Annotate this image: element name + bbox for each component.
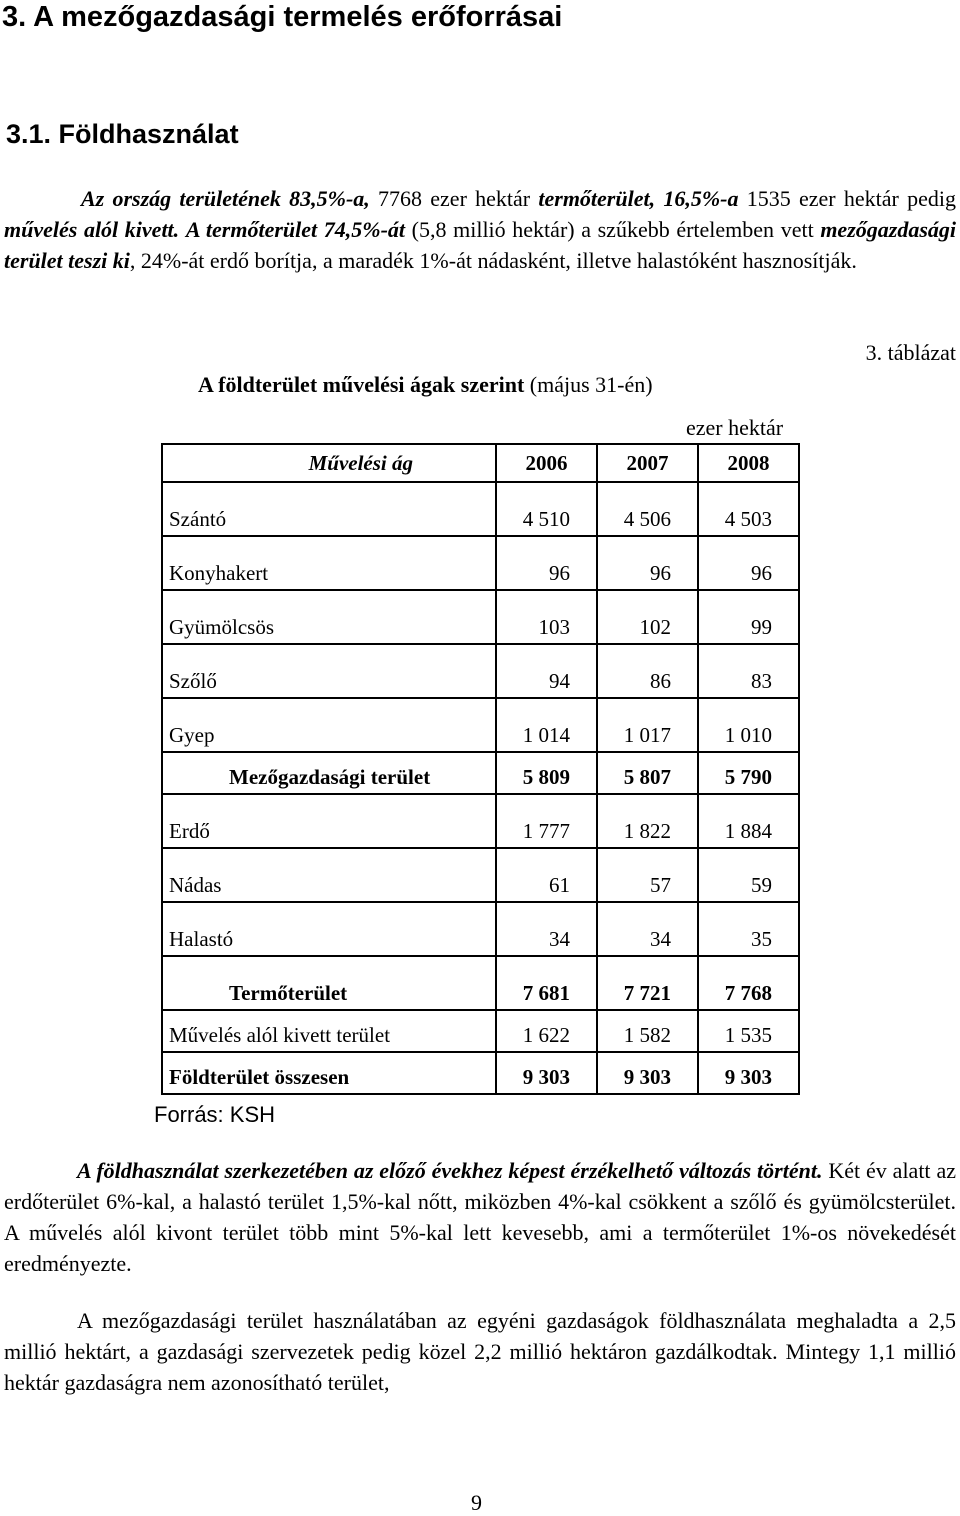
cell-2008: 1 010 — [698, 698, 799, 752]
table-title — [198, 372, 653, 398]
row-label: Konyhakert — [162, 536, 496, 590]
intro-s5: művelés alól kivett. — [4, 217, 180, 242]
row-label: Termőterület — [162, 956, 496, 1010]
table-row — [162, 848, 799, 902]
cell-2006: 1 014 — [496, 698, 597, 752]
intro-paragraph — [4, 183, 956, 276]
header-2008: 2008 — [698, 444, 799, 482]
chapter-heading: 3. A mezőgazdasági termelés erőforrásai — [2, 1, 563, 33]
cell-2007: 1 582 — [597, 1010, 698, 1052]
table-row — [162, 902, 799, 956]
row-label: Erdő — [162, 794, 496, 848]
intro-s10: , 24%-át erdő borítja, a maradék 1%-át nádasként, illetve halastóként hasznosítják. — [129, 248, 857, 273]
cell-2008: 83 — [698, 644, 799, 698]
intro-s2: 7768 ezer hektár — [369, 186, 539, 211]
row-label: Nádas — [162, 848, 496, 902]
cell-2006: 7 681 — [496, 956, 597, 1010]
row-label: Gyep — [162, 698, 496, 752]
cell-2006: 9 303 — [496, 1052, 597, 1094]
table-row — [162, 1010, 799, 1052]
intro-s8: (5,8 millió hektár) a szűkebb értelemben vett — [405, 217, 821, 242]
header-2006: 2006 — [496, 444, 597, 482]
row-label: Művelés alól kivett terület — [162, 1010, 496, 1052]
analysis-paragraph — [4, 1155, 956, 1279]
cell-2007: 96 — [597, 536, 698, 590]
section-heading: 3.1. Földhasználat — [6, 119, 239, 149]
row-label: Szőlő — [162, 644, 496, 698]
header-2007: 2007 — [597, 444, 698, 482]
cell-2006: 1 777 — [496, 794, 597, 848]
table-row-total — [162, 1052, 799, 1094]
table-row — [162, 794, 799, 848]
table-source: Forrás: KSH — [154, 1102, 276, 1127]
cell-2008: 96 — [698, 536, 799, 590]
table-title-bold: A földterület művelési ágak szerint — [198, 372, 525, 397]
cell-2008: 5 790 — [698, 752, 799, 794]
cell-2006: 1 622 — [496, 1010, 597, 1052]
cell-2006: 96 — [496, 536, 597, 590]
intro-s9: mezőgazdasági terület teszi ki — [4, 217, 956, 273]
table-header-row — [162, 444, 799, 482]
cell-2007: 7 721 — [597, 956, 698, 1010]
usage-paragraph: A mezőgazdasági terület használatában az egyéni gazdaságok földhasználata meghaladta a 2,5 millió hektárt, a gazdasági szervezetek pedig közel 2,2 millió hektáron gazdálkodtak. Mintegy 1,1 millió hektár gazdaságra nem azonosítható terület, — [4, 1308, 956, 1395]
cell-2008: 99 — [698, 590, 799, 644]
cell-2007: 4 506 — [597, 482, 698, 536]
cell-2008: 7 768 — [698, 956, 799, 1010]
cell-2006: 94 — [496, 644, 597, 698]
row-label: Halastó — [162, 902, 496, 956]
cell-2008: 4 503 — [698, 482, 799, 536]
cell-2007: 86 — [597, 644, 698, 698]
cell-2006: 34 — [496, 902, 597, 956]
table-title-rest: (május 31-én) — [524, 372, 653, 397]
cell-2008: 1 884 — [698, 794, 799, 848]
table-row — [162, 698, 799, 752]
land-use-table — [161, 443, 800, 1095]
table-row — [162, 644, 799, 698]
cell-2007: 9 303 — [597, 1052, 698, 1094]
cell-2008: 59 — [698, 848, 799, 902]
intro-s4: 1535 ezer hektár pedig — [738, 186, 956, 211]
cell-2007: 1 017 — [597, 698, 698, 752]
table-row-subtotal — [162, 956, 799, 1010]
intro-s7: A termőterület 74,5%-át — [185, 217, 406, 242]
cell-2007: 57 — [597, 848, 698, 902]
row-label: Mezőgazdasági terület — [162, 752, 496, 794]
intro-s3: termőterület, 16,5%-a — [538, 186, 739, 211]
table-row-subtotal — [162, 752, 799, 794]
cell-2008: 35 — [698, 902, 799, 956]
intro-s6 — [179, 217, 186, 242]
cell-2007: 5 807 — [597, 752, 698, 794]
table-row — [162, 590, 799, 644]
cell-2008: 9 303 — [698, 1052, 799, 1094]
table-number: 3. táblázat — [865, 340, 956, 365]
table-unit: ezer hektár — [686, 415, 784, 440]
cell-2006: 4 510 — [496, 482, 597, 536]
cell-2006: 61 — [496, 848, 597, 902]
cell-2006: 103 — [496, 590, 597, 644]
row-label: Gyümölcsös — [162, 590, 496, 644]
cell-2007: 34 — [597, 902, 698, 956]
cell-2007: 102 — [597, 590, 698, 644]
cell-2007: 1 822 — [597, 794, 698, 848]
analysis-text: Két év alatt az erdőterület 6%-kal, a halastó terület 1,5%-kal nőtt, miközben 4%-kal csökkent a szőlő és gyümölcsterület. A művelés alól kivont terület több mint 5%-kal lett kevesebb, ami a termőterület 1%-os növekedését eredményezte. — [4, 1158, 956, 1276]
table-row — [162, 536, 799, 590]
row-label: Földterület összesen — [162, 1052, 496, 1094]
analysis-emphasis: A földhasználat szerkezetében az előző évekhez képest érzékelhető változás történt. — [77, 1158, 823, 1183]
row-label: Szántó — [162, 482, 496, 536]
cell-2008: 1 535 — [698, 1010, 799, 1052]
table-row — [162, 482, 799, 536]
cell-2006: 5 809 — [496, 752, 597, 794]
header-cultivation-branch: Művelési ág — [162, 444, 496, 482]
intro-s1: Az ország területének 83,5%-a, — [81, 186, 370, 211]
page-number: 9 — [471, 1490, 482, 1515]
